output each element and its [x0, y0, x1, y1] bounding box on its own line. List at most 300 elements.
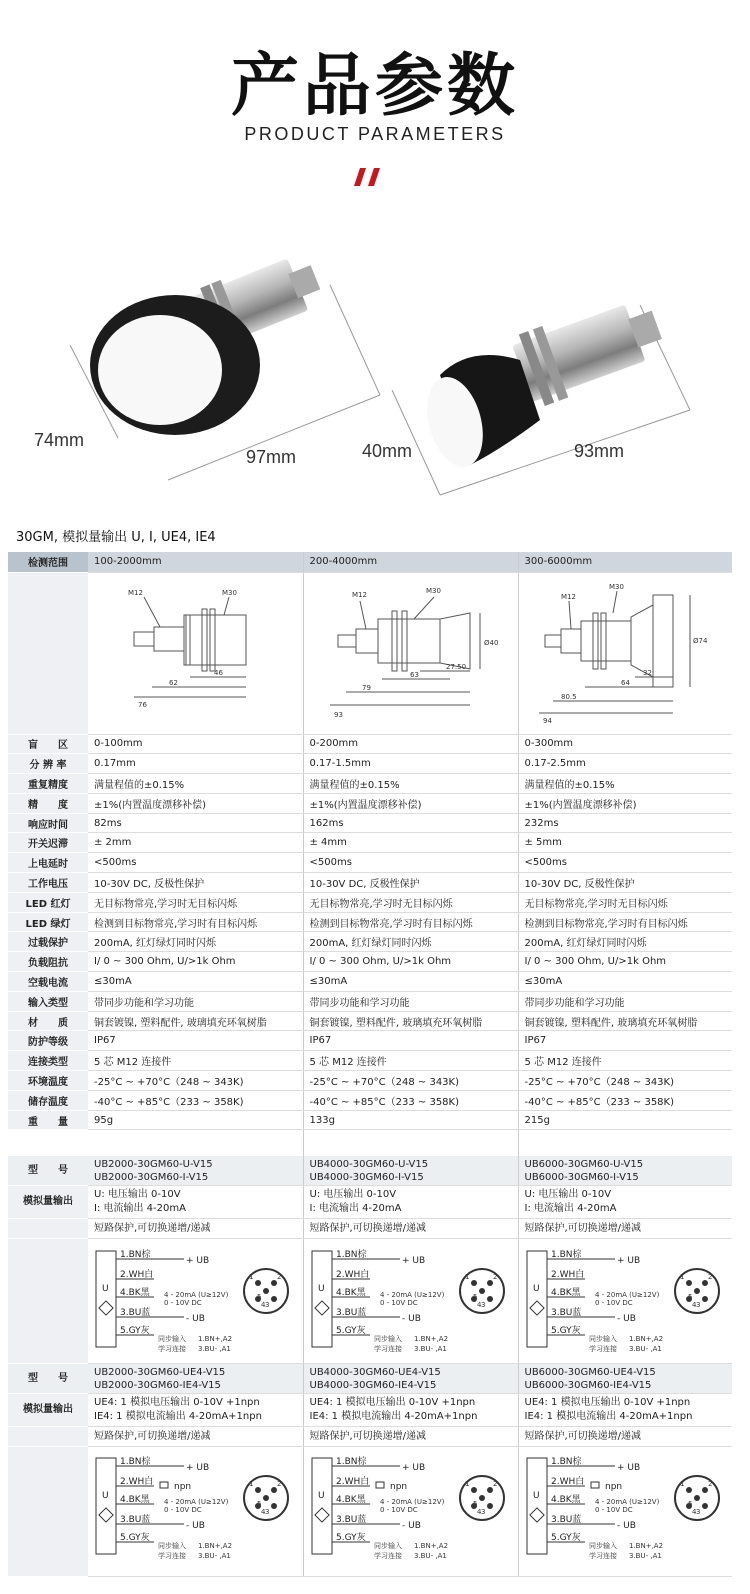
spec-value: 82ms	[88, 813, 303, 833]
ub-minus: - UB	[186, 1520, 205, 1531]
spec-row	[8, 813, 732, 833]
output-line: IE4: 1 模拟电流输出 4-20mA+1npn	[94, 1411, 262, 1423]
sensor-u-label: U	[317, 1283, 325, 1294]
label-m30: M30	[425, 586, 441, 595]
label-m12: M12	[351, 590, 367, 599]
spec-value: I/ 0 ~ 300 Ohm, U/>1k Ohm	[518, 952, 732, 972]
sync-label: 同步输入	[158, 1334, 186, 1343]
spec-value: 检测到目标物常亮,学习时有目标闪烁	[88, 912, 303, 932]
spacer-row	[8, 1130, 732, 1156]
a1-label: 3.BU- ,A1	[628, 1551, 662, 1560]
a1-label: 3.BU- ,A1	[198, 1344, 231, 1353]
pin-label: 3	[265, 1300, 270, 1309]
wiring-diagram	[94, 1448, 299, 1573]
sync-label: 同步输入	[158, 1541, 186, 1550]
sensor-u-label: U	[532, 1490, 540, 1501]
pin-label: 4	[691, 1300, 696, 1309]
spec-value: 232ms	[518, 813, 732, 833]
wiring-cell	[88, 1447, 303, 1577]
model-label: 型 号	[8, 1364, 88, 1394]
dim-head: 27.50	[445, 662, 466, 671]
model-name: UB4000-30GM60-UE4-V15	[309, 1366, 441, 1378]
spec-value: IP67	[303, 1031, 518, 1051]
a2-label: 1.BN+,A2	[198, 1334, 233, 1343]
drawing-200-4000	[310, 577, 510, 727]
wire-label: 4.BK黑	[550, 1287, 581, 1298]
model-name: UB2000-30GM60-IE4-V15	[94, 1379, 221, 1391]
protection-value: 短路保护,可切换递增/递减	[88, 1219, 303, 1239]
output-value	[303, 1186, 518, 1219]
pin-label: 4	[476, 1300, 481, 1309]
current-range: 4 - 20mA (U≥12V)	[379, 1497, 444, 1506]
spec-row	[8, 754, 732, 774]
model-row	[8, 1156, 732, 1186]
pin-label: 5	[687, 1292, 692, 1301]
spec-row	[8, 972, 732, 992]
pin-label: 2	[707, 1479, 712, 1488]
spec-value: 满量程值的±0.15%	[303, 774, 518, 794]
pin-label: 5	[472, 1499, 477, 1508]
spec-label: 盲 区	[8, 734, 88, 754]
ub-plus: + UB	[616, 1255, 640, 1266]
spec-label: 上电延时	[8, 853, 88, 873]
dim-head: 32	[642, 668, 652, 677]
header	[0, 0, 750, 200]
wiring-label	[8, 1239, 88, 1364]
spec-row	[8, 1031, 732, 1051]
model-name: UB4000-30GM60-I-V15	[309, 1171, 424, 1183]
label-m30: M30	[222, 588, 237, 597]
large-sensor-image	[70, 250, 380, 480]
spec-value: -25°C ~ +70°C（248 ~ 343K)	[303, 1071, 518, 1091]
pin-label: 3	[265, 1507, 270, 1516]
learn-label: 学习连接	[373, 1551, 402, 1560]
spec-value: -25°C ~ +70°C（248 ~ 343K)	[518, 1071, 732, 1091]
sensor-u-label: U	[102, 1490, 109, 1501]
pin-label: 4	[476, 1507, 481, 1516]
protection-value: 短路保护,可切换递增/递减	[518, 1427, 732, 1447]
wire-label: 1.BN棕	[120, 1249, 151, 1260]
spec-value: 10-30V DC, 反极性保护	[518, 873, 732, 893]
ub-plus: + UB	[186, 1462, 210, 1473]
spec-row	[8, 892, 732, 912]
spec-value: 满量程值的±0.15%	[518, 774, 732, 794]
sync-label: 同步输入	[588, 1334, 617, 1343]
ub-plus: + UB	[401, 1255, 425, 1266]
wire-label: 1.BN棕	[550, 1456, 581, 1467]
spec-value: 铜套镀镍, 塑料配件, 玻璃填充环氧树脂	[518, 1011, 732, 1031]
output-line: UE4: 1 模拟电压输出 0-10V +1npn	[94, 1397, 260, 1409]
wire-label: 5.GY灰	[120, 1532, 150, 1543]
spec-value: 200mA, 红灯绿灯同时闪烁	[303, 932, 518, 952]
model-value	[88, 1364, 303, 1394]
wire-label: 4.BK黑	[335, 1287, 366, 1298]
spec-row	[8, 912, 732, 932]
a2-label: 1.BN+,A2	[628, 1334, 663, 1343]
dim-total: 76	[138, 700, 147, 709]
dimension-drawing	[88, 572, 303, 734]
a2-label: 1.BN+,A2	[413, 1334, 448, 1343]
wire-label: 4.BK黑	[120, 1494, 150, 1505]
output-line: IE4: 1 模拟电流输出 4-20mA+1npn	[309, 1411, 478, 1423]
wire-label: 3.BU蓝	[550, 1307, 581, 1318]
dim-thread: 64	[620, 678, 630, 687]
model-name: UB6000-30GM60-UE4-V15	[524, 1366, 656, 1378]
dim-total: 94	[542, 716, 552, 725]
spec-label: 开关迟滞	[8, 833, 88, 853]
ub-minus: - UB	[186, 1313, 205, 1324]
model-name: UB2000-30GM60-UE4-V15	[94, 1366, 226, 1378]
wiring-cell	[88, 1239, 303, 1364]
pin-label: 4	[261, 1507, 266, 1516]
a1-label: 3.BU- ,A1	[413, 1344, 447, 1353]
spec-value: 200mA, 红灯绿灯同时闪烁	[88, 932, 303, 952]
label-m12: M12	[560, 592, 576, 601]
pin-label: 5	[687, 1499, 692, 1508]
wire-label: 2.WH白	[120, 1269, 154, 1280]
wire-label: 5.GY灰	[120, 1325, 150, 1336]
spec-value: 0.17-2.5mm	[518, 754, 732, 774]
voltage-range: 0 - 10V DC	[164, 1298, 202, 1307]
wire-label: 2.WH白	[120, 1476, 154, 1487]
voltage-range: 0 - 10V DC	[379, 1505, 418, 1514]
output-value	[518, 1394, 732, 1427]
range-value: 300-6000mm	[518, 552, 732, 572]
output-label: 模拟量输出	[8, 1186, 88, 1219]
spec-row	[8, 734, 732, 754]
model-name: UB2000-30GM60-I-V15	[94, 1171, 209, 1183]
output-line: I: 电流输出 4-20mA	[309, 1203, 402, 1215]
ub-minus: - UB	[401, 1313, 421, 1324]
current-range: 4 - 20mA (U≥12V)	[164, 1497, 229, 1506]
voltage-range: 0 - 10V DC	[594, 1505, 633, 1514]
spec-value: 无目标物常亮,学习时无目标闪烁	[303, 892, 518, 912]
spec-value: 5 芯 M12 连接件	[303, 1051, 518, 1071]
pin-label: 5	[257, 1292, 262, 1301]
spec-value: 铜套镀镍, 塑料配件, 玻璃填充环氧树脂	[303, 1011, 518, 1031]
spacer	[88, 1130, 303, 1156]
model-value	[303, 1364, 518, 1394]
protection-row	[8, 1427, 732, 1447]
wire-label: 1.BN棕	[120, 1456, 151, 1467]
spec-value: I/ 0 ~ 300 Ohm, U/>1k Ohm	[88, 952, 303, 972]
ub-plus: + UB	[401, 1462, 425, 1473]
wiring-diagram	[525, 1241, 730, 1359]
protection-value: 短路保护,可切换递增/递减	[303, 1219, 518, 1239]
spec-value: -40°C ~ +85°C（233 ~ 358K)	[518, 1090, 732, 1110]
output-line: IE4: 1 模拟电流输出 4-20mA+1npn	[524, 1411, 693, 1423]
spec-label: 分 辨 率	[8, 754, 88, 774]
wire-label: 2.WH白	[550, 1269, 584, 1280]
ub-minus: - UB	[616, 1520, 636, 1531]
voltage-range: 0 - 10V DC	[594, 1298, 633, 1307]
protection-label	[8, 1219, 88, 1239]
wiring-diagram	[310, 1241, 515, 1359]
sensor-icon	[314, 1301, 328, 1315]
sensor-icon	[99, 1508, 113, 1522]
spec-value: 满量程值的±0.15%	[88, 774, 303, 794]
spec-value: 带同步功能和学习功能	[303, 991, 518, 1011]
wiring-row	[8, 1239, 732, 1364]
output-line: I: 电流输出 4-20mA	[524, 1203, 617, 1215]
model-value	[518, 1156, 732, 1186]
a1-label: 3.BU- ,A1	[628, 1344, 662, 1353]
output-line: I: 电流输出 4-20mA	[94, 1203, 186, 1215]
spec-value: IP67	[88, 1031, 303, 1051]
sync-label: 同步输入	[588, 1541, 617, 1550]
spec-value: ±1%(内置温度漂移补偿)	[303, 793, 518, 813]
current-range: 4 - 20mA (U≥12V)	[594, 1290, 659, 1299]
wiring-cell	[303, 1239, 518, 1364]
spec-label: LED 红灯	[8, 892, 88, 912]
spec-value: 检测到目标物常亮,学习时有目标闪烁	[303, 912, 518, 932]
ub-minus: - UB	[616, 1313, 636, 1324]
spec-value: -40°C ~ +85°C（233 ~ 358K)	[303, 1090, 518, 1110]
model-name: UB4000-30GM60-U-V15	[309, 1158, 429, 1170]
a2-label: 1.BN+,A2	[198, 1541, 233, 1550]
wire-label: 2.WH白	[550, 1476, 584, 1487]
range-value: 100-2000mm	[88, 552, 303, 572]
spec-value: 10-30V DC, 反极性保护	[303, 873, 518, 893]
spec-value: 带同步功能和学习功能	[88, 991, 303, 1011]
spacer	[8, 1130, 88, 1156]
learn-label: 学习连接	[158, 1344, 186, 1353]
wire-label: 5.GY灰	[550, 1532, 581, 1543]
spec-label: 重 量	[8, 1110, 88, 1130]
output-value	[303, 1394, 518, 1427]
wire-label: 1.BN棕	[335, 1249, 366, 1260]
npn-label: npn	[174, 1481, 192, 1492]
spec-row	[8, 873, 732, 893]
output-row	[8, 1186, 732, 1219]
spec-row	[8, 853, 732, 873]
voltage-range: 0 - 10V DC	[379, 1298, 418, 1307]
spec-value: 0.17mm	[88, 754, 303, 774]
product-photos	[0, 250, 750, 510]
left-diameter: 74mm	[34, 430, 85, 450]
ub-plus: + UB	[186, 1255, 210, 1266]
model-name: UB6000-30GM60-U-V15	[524, 1158, 644, 1170]
pin-label: 1	[464, 1479, 469, 1488]
wire-label: 2.WH白	[335, 1269, 369, 1280]
spec-value: 133g	[303, 1110, 518, 1130]
dim-body: 62	[169, 678, 178, 687]
a2-label: 1.BN+,A2	[413, 1541, 448, 1550]
drawing-row	[8, 572, 732, 734]
model-value	[303, 1156, 518, 1186]
pin-label: 2	[492, 1272, 497, 1281]
label-m12: M12	[128, 588, 143, 597]
sensor-icon	[529, 1508, 543, 1522]
wiring-diagram	[525, 1448, 730, 1573]
dim-body: 79	[361, 683, 371, 692]
pin-label: 2	[707, 1272, 712, 1281]
spec-label: 连接类型	[8, 1051, 88, 1071]
dim-dia: Ø74	[692, 636, 707, 645]
spec-row	[8, 833, 732, 853]
spec-value: <500ms	[518, 853, 732, 873]
sensor-icon	[314, 1508, 328, 1522]
sensor-box	[527, 1458, 547, 1554]
spec-row	[8, 1011, 732, 1031]
spec-label: 防护等级	[8, 1031, 88, 1051]
dim-thread: 63	[409, 670, 419, 679]
sensor-photo-illustration	[0, 250, 750, 510]
spec-table	[8, 552, 732, 1577]
spec-value: 无目标物常亮,学习时无目标闪烁	[88, 892, 303, 912]
pin-label: 3	[695, 1507, 700, 1516]
wiring-label	[8, 1447, 88, 1577]
spec-label: 储存温度	[8, 1090, 88, 1110]
a1-label: 3.BU- ,A1	[413, 1551, 447, 1560]
output-line: U: 电压输出 0-10V	[309, 1189, 397, 1201]
model-name: UB4000-30GM60-IE4-V15	[309, 1379, 437, 1391]
spec-value: IP67	[518, 1031, 732, 1051]
protection-value: 短路保护,可切换递增/递减	[303, 1427, 518, 1447]
model-name: UB6000-30GM60-I-V15	[524, 1171, 639, 1183]
wiring-cell	[518, 1447, 732, 1577]
spec-value: 5 芯 M12 连接件	[518, 1051, 732, 1071]
wire-label: 2.WH白	[335, 1476, 369, 1487]
wire-label: 5.GY灰	[335, 1532, 366, 1543]
output-line: UE4: 1 模拟电压输出 0-10V +1npn	[309, 1397, 476, 1409]
spec-value: ≤30mA	[303, 972, 518, 992]
wiring-cell	[303, 1447, 518, 1577]
model-label: 型 号	[8, 1156, 88, 1186]
wire-label: 4.BK黑	[120, 1287, 150, 1298]
wire-label: 3.BU蓝	[120, 1307, 151, 1318]
wire-label: 1.BN棕	[550, 1249, 581, 1260]
sensor-box	[96, 1251, 116, 1347]
sensor-box	[96, 1458, 116, 1554]
pin-label: 4	[261, 1300, 266, 1309]
wire-label: 3.BU蓝	[335, 1514, 366, 1525]
spec-label: 过载保护	[8, 932, 88, 952]
pin-label: 3	[480, 1300, 485, 1309]
spec-value: 检测到目标物常亮,学习时有目标闪烁	[518, 912, 732, 932]
sync-label: 同步输入	[373, 1334, 402, 1343]
output-line: U: 电压输出 0-10V	[524, 1189, 612, 1201]
pin-label: 5	[257, 1499, 262, 1508]
spec-value: 5 芯 M12 连接件	[88, 1051, 303, 1071]
wire-label: 3.BU蓝	[335, 1307, 366, 1318]
spec-label: 负载阻抗	[8, 952, 88, 972]
spec-label: LED 绿灯	[8, 912, 88, 932]
wire-label: 4.BK黑	[335, 1494, 366, 1505]
spec-label: 空载电流	[8, 972, 88, 992]
pin-label: 2	[277, 1272, 282, 1281]
wiring-diagram	[310, 1448, 515, 1573]
spec-value: 10-30V DC, 反极性保护	[88, 873, 303, 893]
dimension-drawing	[303, 572, 518, 734]
spec-value: ≤30mA	[88, 972, 303, 992]
dim-thread: 46	[214, 668, 223, 677]
model-value	[88, 1156, 303, 1186]
wiring-cell	[518, 1239, 732, 1364]
drawing-300-6000	[525, 577, 725, 727]
pin-label: 3	[695, 1300, 700, 1309]
output-value	[88, 1394, 303, 1427]
spec-label: 响应时间	[8, 813, 88, 833]
pin-label: 1	[679, 1479, 684, 1488]
pin-label: 3	[480, 1507, 485, 1516]
spec-value: 0-300mm	[518, 734, 732, 754]
range-row	[8, 552, 732, 572]
spec-value: 0-200mm	[303, 734, 518, 754]
sync-label: 同步输入	[373, 1541, 402, 1550]
learn-label: 学习连接	[158, 1551, 186, 1560]
spec-value: <500ms	[88, 853, 303, 873]
pin-label: 2	[492, 1479, 497, 1488]
pin-label: 4	[691, 1507, 696, 1516]
output-value	[518, 1186, 732, 1219]
pin-label: 1	[249, 1272, 254, 1281]
spec-value: 0.17-1.5mm	[303, 754, 518, 774]
spec-row	[8, 1051, 732, 1071]
a1-label: 3.BU- ,A1	[198, 1551, 231, 1560]
protection-value: 短路保护,可切换递增/递减	[88, 1427, 303, 1447]
current-range: 4 - 20mA (U≥12V)	[594, 1497, 659, 1506]
spec-value: 215g	[518, 1110, 732, 1130]
learn-label: 学习连接	[373, 1344, 402, 1353]
spec-value: I/ 0 ~ 300 Ohm, U/>1k Ohm	[303, 952, 518, 972]
spec-label: 材 质	[8, 1011, 88, 1031]
sensor-box	[527, 1251, 547, 1347]
wire-label: 5.GY灰	[550, 1325, 581, 1336]
wire-label: 5.GY灰	[335, 1325, 366, 1336]
ub-minus: - UB	[401, 1520, 421, 1531]
spec-value: ± 4mm	[303, 833, 518, 853]
model-value	[518, 1364, 732, 1394]
spec-row	[8, 1090, 732, 1110]
spec-value: 带同步功能和学习功能	[518, 991, 732, 1011]
spacer	[518, 1130, 732, 1156]
wiring-diagram	[94, 1241, 299, 1359]
page-subtitle-en: PRODUCT PARAMETERS	[244, 124, 506, 144]
spec-label: 环境温度	[8, 1071, 88, 1091]
output-line: U: 电压输出 0-10V	[94, 1189, 181, 1201]
spec-row	[8, 774, 732, 794]
a2-label: 1.BN+,A2	[628, 1541, 663, 1550]
sensor-u-label: U	[317, 1490, 325, 1501]
npn-label: npn	[389, 1481, 407, 1492]
sensor-icon	[99, 1301, 113, 1315]
sensor-u-label: U	[102, 1283, 109, 1294]
spec-row	[8, 932, 732, 952]
model-row	[8, 1364, 732, 1394]
left-length: 97mm	[246, 447, 297, 467]
spec-label: 重复精度	[8, 774, 88, 794]
spec-label: 精 度	[8, 793, 88, 813]
output-label: 模拟量输出	[8, 1394, 88, 1427]
model-name: UB6000-30GM60-IE4-V15	[524, 1379, 652, 1391]
npn-label: npn	[604, 1481, 622, 1492]
current-range: 4 - 20mA (U≥12V)	[379, 1290, 444, 1299]
voltage-range: 0 - 10V DC	[164, 1505, 202, 1514]
spec-label: 工作电压	[8, 873, 88, 893]
spec-label: 输入类型	[8, 991, 88, 1011]
spec-value: <500ms	[303, 853, 518, 873]
wire-label: 1.BN棕	[335, 1456, 366, 1467]
spacer	[303, 1130, 518, 1156]
current-range: 4 - 20mA (U≥12V)	[164, 1290, 229, 1299]
small-sensor-image	[392, 289, 690, 495]
spec-value: ±1%(内置温度漂移补偿)	[518, 793, 732, 813]
wire-label: 4.BK黑	[550, 1494, 581, 1505]
wire-label: 3.BU蓝	[550, 1514, 581, 1525]
protection-label	[8, 1427, 88, 1447]
wire-label: 3.BU蓝	[120, 1514, 151, 1525]
